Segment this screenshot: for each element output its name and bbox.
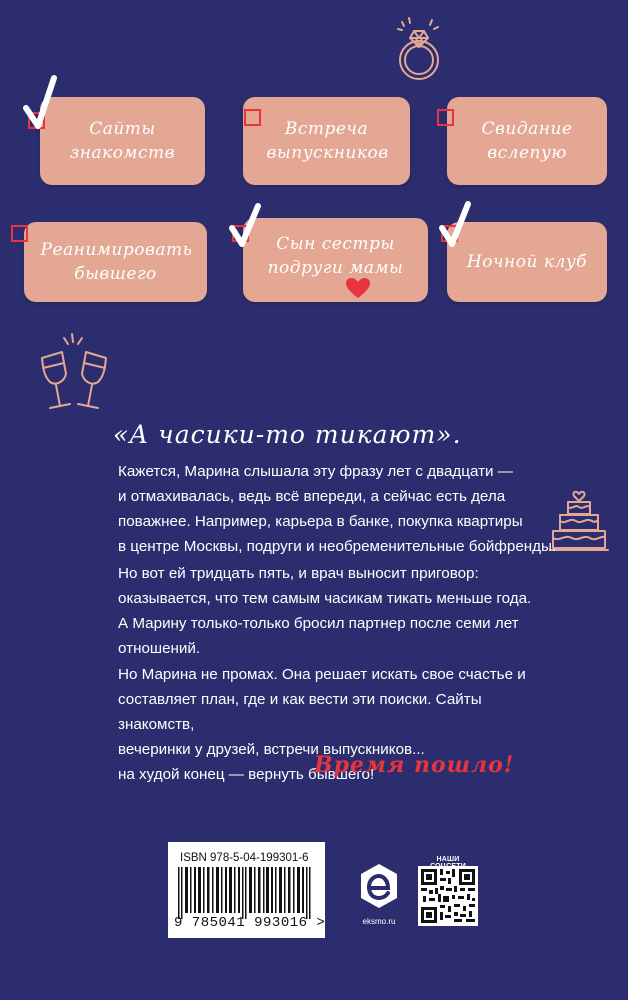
heart-icon [345, 277, 371, 299]
barcode [168, 842, 325, 938]
blurb-line: и отмахивалась, ведь всё впереди, а сейчас есть дела [118, 488, 506, 505]
checkbox-icon [244, 109, 261, 126]
publisher-url: eksmo.ru [362, 917, 396, 926]
checkmark-icon [226, 200, 266, 250]
blurb-line: оказывается, что тем самым часикам тикать меньше года. [118, 590, 532, 607]
checkbox-icon [11, 225, 28, 242]
checkmark-icon [20, 72, 60, 132]
blurb-paragraph [118, 561, 558, 661]
checklist-card-label: Реанимировать бывшего [40, 240, 193, 284]
qr-code [418, 866, 478, 926]
social-label: НАШИ [436, 856, 460, 863]
blurb-line: Но Марина не промах. Она решает искать свое счастье и [118, 666, 526, 683]
blurb-line: отношений. [118, 640, 201, 657]
blurb-paragraph [118, 459, 558, 559]
checklist-card-label: Сайты знакомств [69, 119, 176, 163]
ean-digits: 9 785041 993016 > [174, 915, 326, 931]
blurb-line: составляет план, где и как вести эти поиски. Сайты знакомств, [118, 691, 482, 733]
checklist-card-label: Свидание вслепую [481, 119, 573, 163]
checkmark-icon [436, 198, 476, 250]
checklist-card [243, 97, 410, 185]
barcode-bars [176, 867, 317, 919]
checklist-card-label: Сын сестры подруги мамы [267, 234, 404, 278]
checklist-card [447, 97, 607, 185]
checklist-card [24, 222, 207, 302]
champagne-glasses-icon [28, 330, 120, 420]
blurb-line: вечеринки у друзей, встречи выпускников... [118, 741, 425, 758]
slogan: Время пошло! [314, 752, 515, 778]
checklist-card [40, 97, 205, 185]
ring-icon [392, 16, 446, 84]
checklist-card-label: Ночной клуб [466, 252, 588, 272]
blurb-line: Кажется, Марина слышала эту фразу лет с двадцати — [118, 463, 513, 480]
blurb-line: поважнее. Например, карьера в банке, покупка квартиры [118, 513, 523, 530]
checklist-card-label: Встреча выпускников [266, 119, 389, 163]
checkbox-icon [437, 109, 454, 126]
blurb-line: в центре Москвы, подруги и необременительные бойфренды. [118, 538, 557, 555]
blurb-line: на худой конец — вернуть бывшего! [118, 766, 375, 783]
eksmo-logo-icon [357, 862, 401, 912]
tagline-quote: «А часики-то тикают». [113, 420, 462, 449]
checklist-card [243, 218, 428, 302]
isbn-text: ISBN 978-5-04-199301-6 [180, 852, 309, 864]
blurb-line: А Марину только-только бросил партнер после семи лет [118, 615, 519, 632]
blurb-line: Но вот ей тридцать пять, и врач выносит приговор: [118, 565, 479, 582]
